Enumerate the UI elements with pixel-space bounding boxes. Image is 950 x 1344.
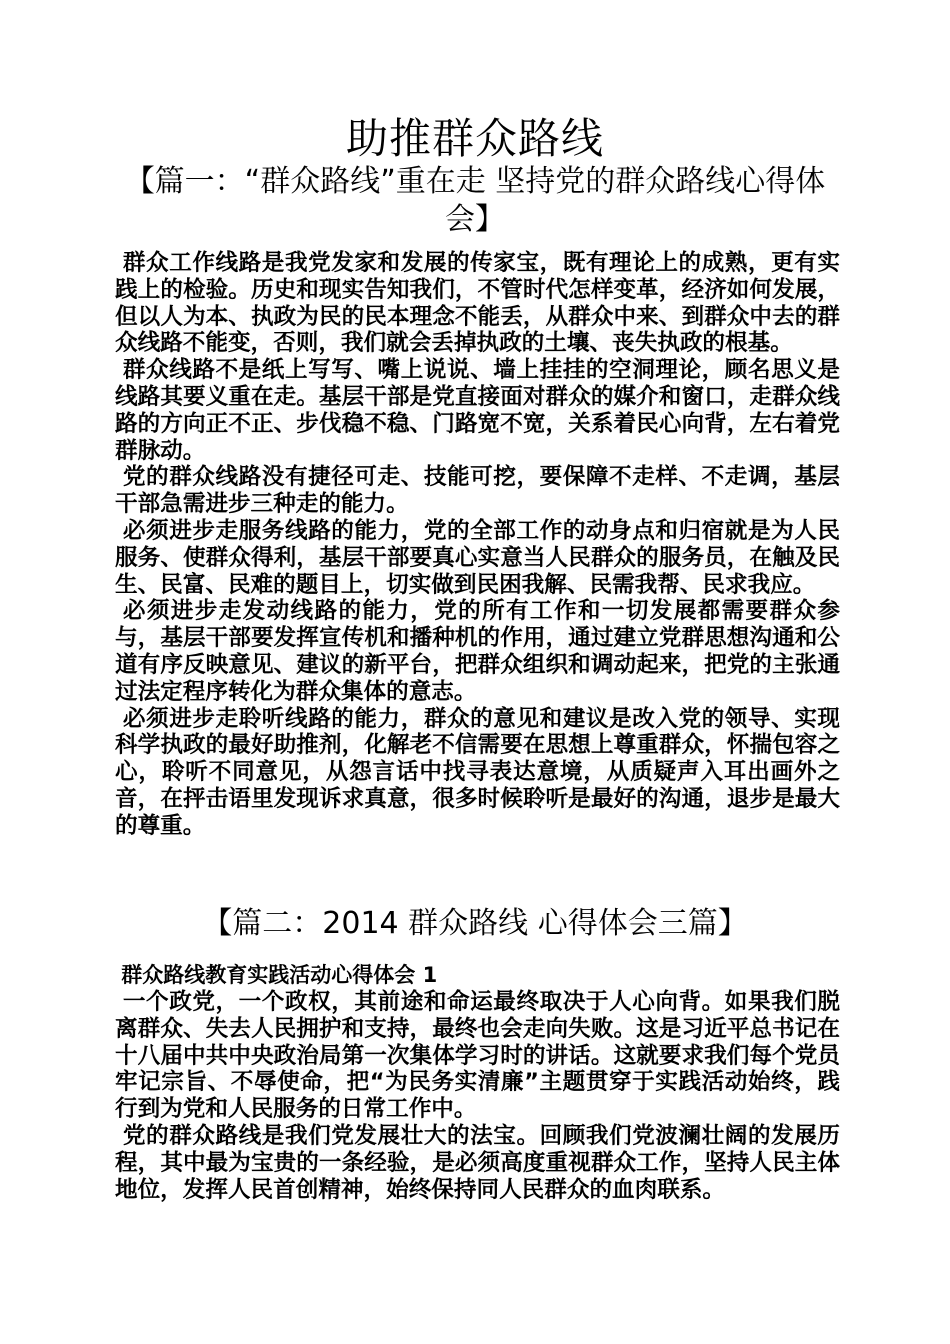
paragraph: 群众线路不是纸上写写、嘴上说说、墙上挂挂的空洞理论，顾名思义是线路其要义重在走。基层干部是党直接面对群众的媒介和窗口，走群众线路的方向正不正、步伐稳不稳、门路宽不宽，关系着民心向背，左右着党群脉动。 bbox=[115, 357, 840, 464]
paragraph: 党的群众路线是我们党发展壮大的法宝。回顾我们党波澜壮阔的发展历程，其中最为宝贵的一条经验，是必须高度重视群众工作，坚持人民主体地位，发挥人民首创精神，始终保持同人民群众的血肉联系。 bbox=[115, 1122, 840, 1203]
section-1-heading: 【篇一：“群众路线”重在走 坚持党的群众路线心得体会】 bbox=[124, 164, 826, 237]
paragraph: 必须进步走聆听线路的能力，群众的意见和建议是改入党的领导、实现科学执政的最好助推剂，化解老不信需要在思想上尊重群众，怀揣包容之心，聆听不同意见，从怨言话中找寻表达意境，从质疑声入耳出画外之音，在抨击语里发现诉求真意，很多时候聆听是最好的沟通，退步是最大的尊重。 bbox=[115, 705, 840, 839]
section-2-heading: 【篇二：2014 群众路线 心得体会三篇】 bbox=[202, 906, 748, 941]
paragraph: 一个政党，一个政权，其前途和命运最终取决于人心向背。如果我们脱离群众、失去人民拥护和支持，最终也会走向失败。这是习近平总书记在十八届中共中央政治局第一次集体学习时的讲话。这就要求我们每个党员牢记宗旨、不辱使命，把“为民务实清廉”主题贯穿于实践活动始终，践行到为党和人民服务的日常工作中。 bbox=[115, 989, 840, 1123]
paragraph: 必须进步走发动线路的能力，党的所有工作和一切发展都需要群众参与，基层干部要发挥宣传机和播种机的作用，通过建立党群思想沟通和公道有序反映意见、建议的新平台，把群众组织和调动起来，把党的主张通过法定程序转化为群众集体的意志。 bbox=[115, 598, 840, 705]
paragraph: 必须进步走服务线路的能力，党的全部工作的动身点和归宿就是为人民服务、使群众得利，基层干部要真心实意当人民群众的服务员，在触及民生、民富、民难的题目上，切实做到民困我解、民需我帮、民求我应。 bbox=[115, 517, 840, 598]
section-2-subheading: 群众路线教育实践活动心得体会 1 bbox=[121, 963, 438, 987]
section-1-body bbox=[115, 250, 840, 840]
section-2-body bbox=[115, 962, 840, 1203]
paragraph: 群众工作线路是我党发家和发展的传家宝，既有理论上的成熟，更有实践上的检验。历史和现实告知我们，不管时代怎样变革，经济如何发展，但以人为本、执政为民的民本理念不能丢，从群众中来、到群众中去的群众线路不能变，否则，我们就会丢掉执政的土壤、丧失执政的根基。 bbox=[115, 250, 840, 357]
paragraph: 党的群众线路没有捷径可走、技能可挖，要保障不走样、不走调，基层干部急需进步三种走的能力。 bbox=[115, 464, 840, 518]
document-title: 助推群众路线 bbox=[345, 114, 604, 163]
